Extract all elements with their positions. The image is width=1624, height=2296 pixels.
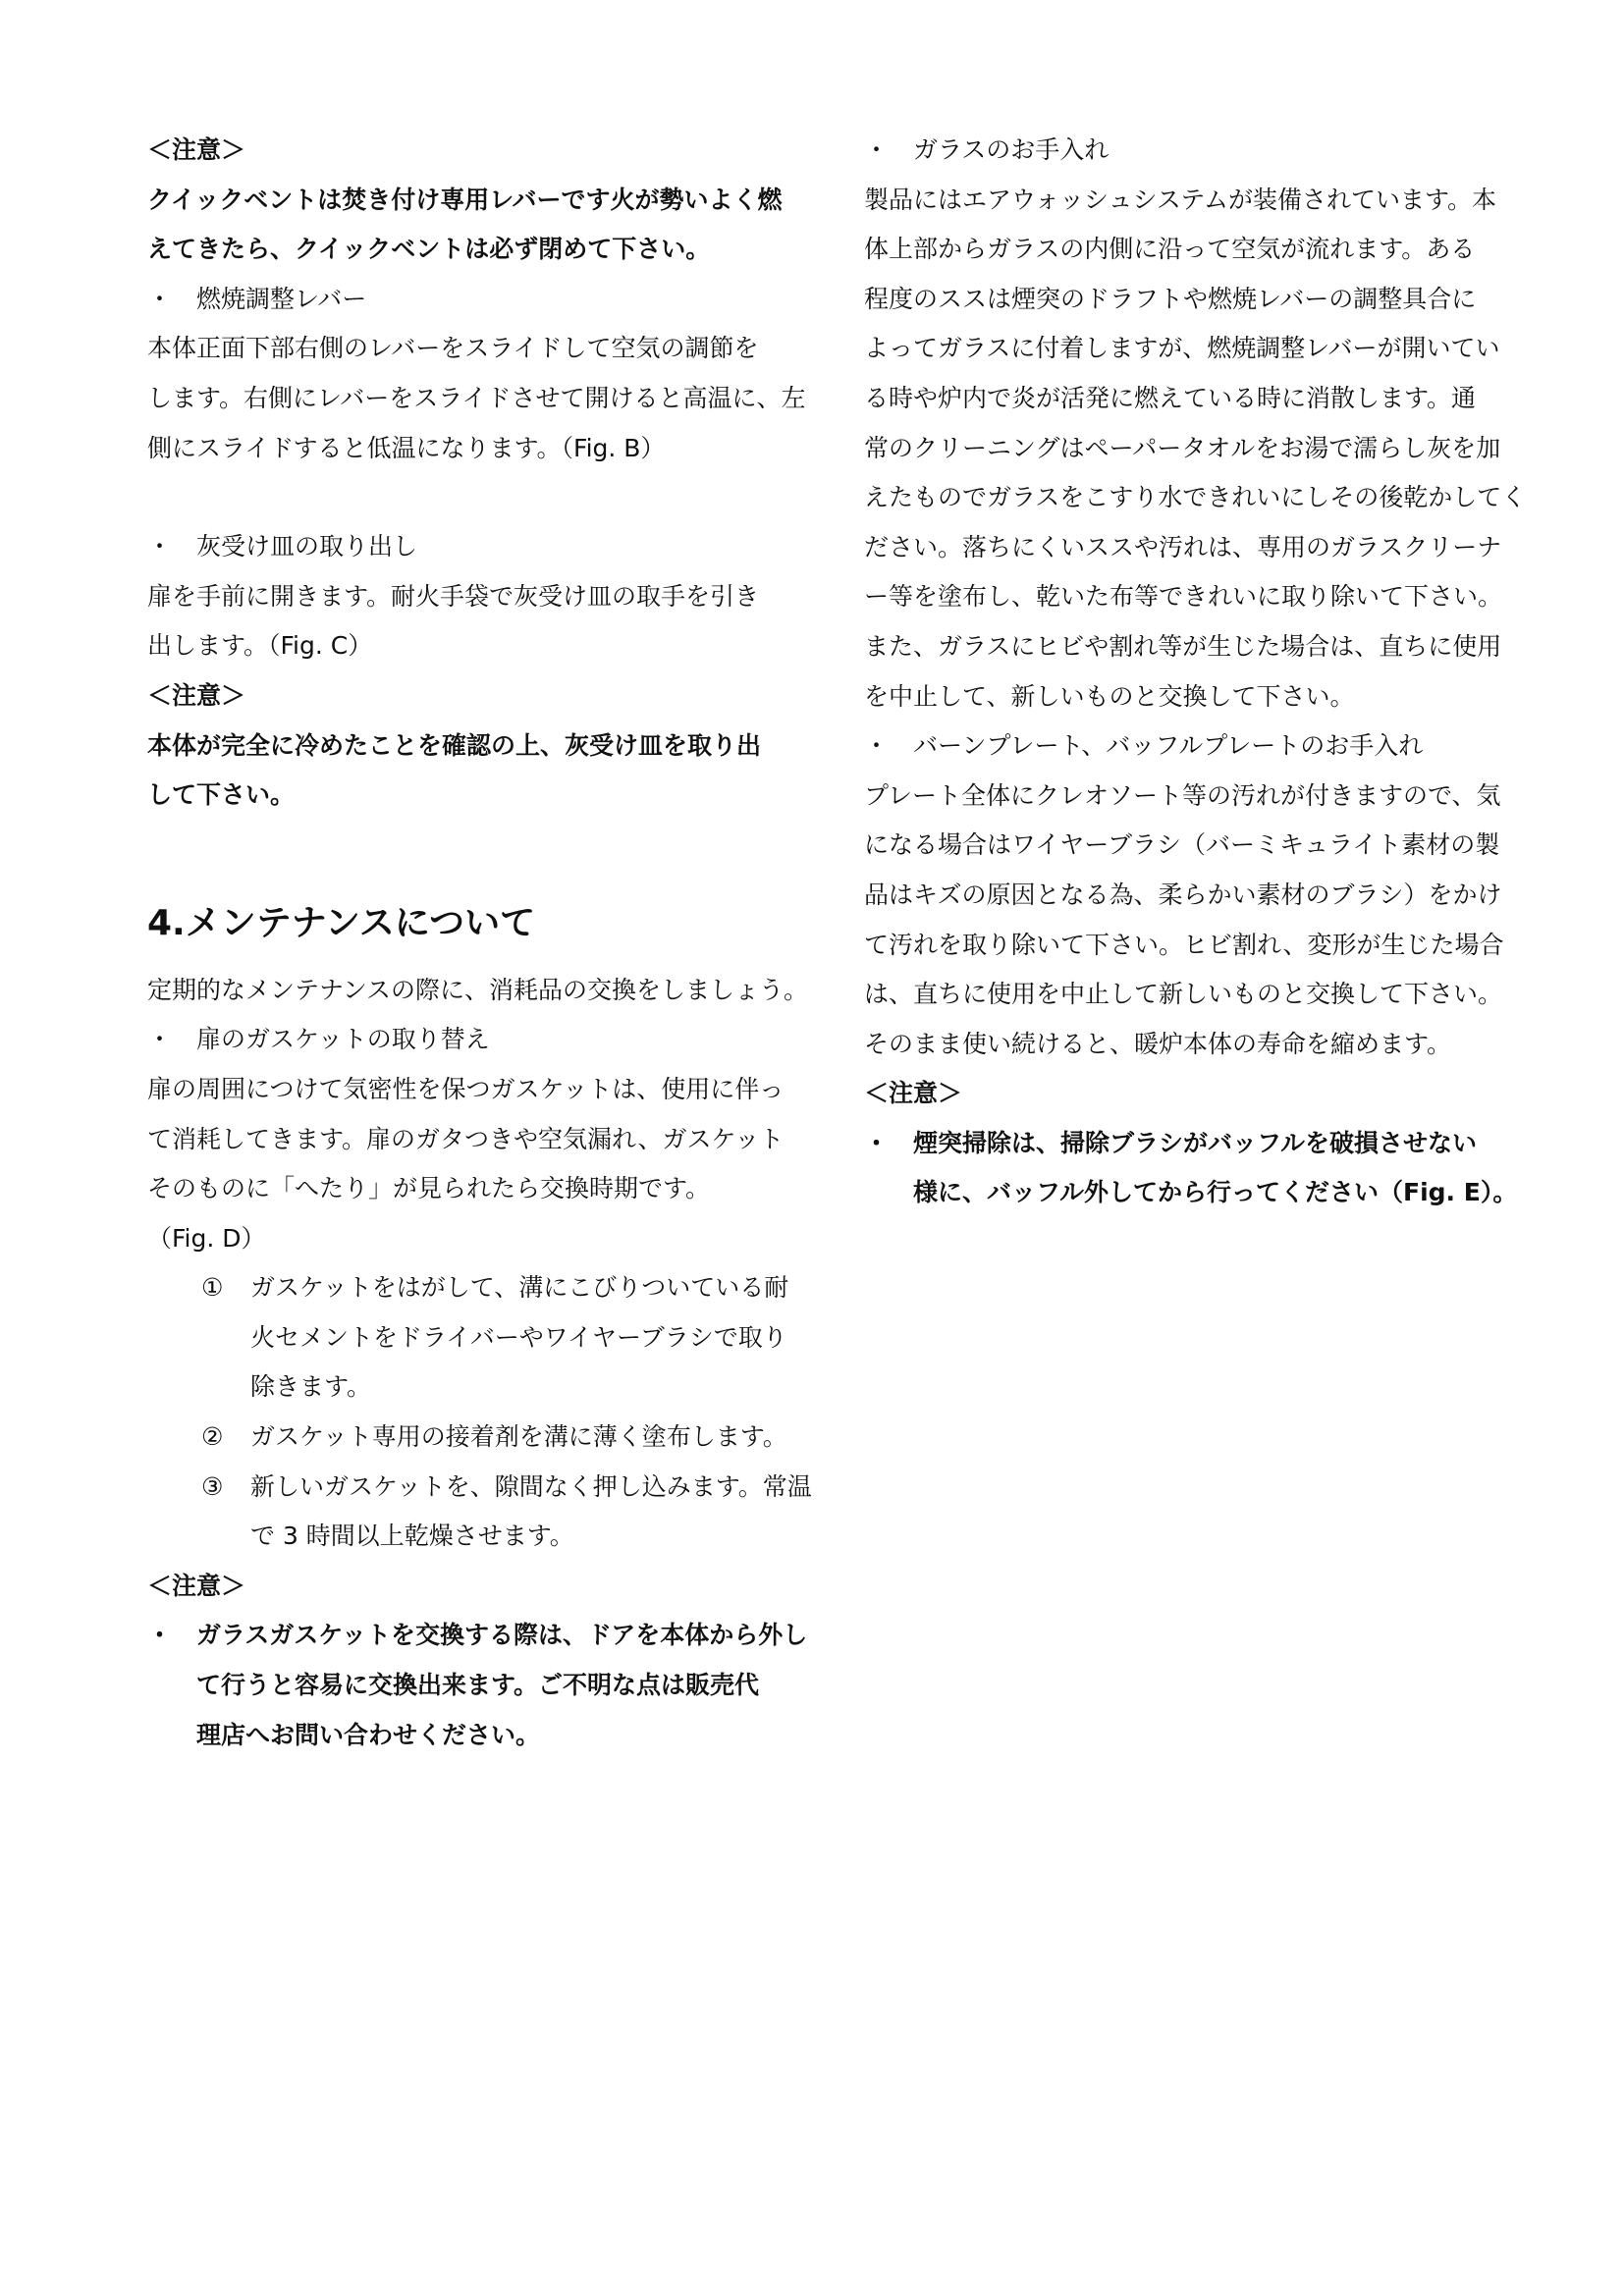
step-text: 除きます。 (250, 1372, 372, 1402)
spacer (147, 473, 815, 522)
left-column (147, 126, 815, 1760)
paragraph-line: 扉を手前に開きます。耐火手袋で灰受け皿の取手を引き (147, 581, 760, 611)
gasket-subheading (147, 1015, 815, 1065)
paragraph-line: 扉の周囲につけて気密性を保つガスケットは、使用に伴っ (147, 1074, 785, 1103)
glass-title: ガラスのお手入れ (913, 135, 1110, 164)
bullet-mark: ・ (147, 1025, 173, 1054)
step-item (147, 1463, 815, 1562)
ash-title: 灰受け皿の取り出し (196, 532, 418, 561)
paragraph-line: て汚れを取り除いて下さい。ヒビ割れ、変形が生じた場合 (864, 930, 1504, 959)
step-number: ② (201, 1422, 224, 1452)
note-heading: ＜注意＞ (147, 135, 246, 164)
bullet-mark: ・ (147, 284, 173, 313)
paragraph-line: ー等を塗布し、乾いた布等できれいに取り除いて下さい。 (864, 582, 1503, 612)
lever-title: 燃焼調整レバー (196, 284, 367, 313)
paragraph-line: 製品にはエアウォッシュシステムが装備されています。本 (864, 185, 1497, 214)
paragraph-line: 程度のススは煙突のドラフトや燃焼レバーの調整具合に (864, 284, 1477, 313)
paragraph-line: 出します。（Fig. C） (147, 631, 373, 661)
paragraph-line: よってガラスに付着しますが、燃焼調整レバーが開いてい (864, 334, 1500, 363)
glass-subheading (864, 126, 1542, 176)
bullet-mark: ・ (864, 1128, 890, 1157)
step-item (147, 1263, 815, 1413)
ash-subheading (147, 522, 815, 572)
note-bullet-item (147, 1611, 815, 1760)
note-bullet-item (864, 1119, 1542, 1218)
step-text: ガスケット専用の接着剤を溝に薄く塗布します。 (250, 1422, 787, 1452)
bullet-mark: ・ (147, 532, 173, 561)
bullet-mark: ・ (147, 1621, 173, 1650)
plate-subheading (864, 721, 1542, 772)
paragraph-line: 体上部からガラスの内側に沿って空気が流れます。ある (864, 235, 1476, 264)
paragraph-line: 常のクリーニングはペーパータオルをお湯で濡らし灰を加 (864, 433, 1501, 462)
paragraph-line: 側にスライドすると低温になります。（Fig. B） (147, 433, 666, 462)
spacer (147, 821, 815, 889)
paragraph-line: ださい。落ちにくいススや汚れは、専用のガラスクリーナ (864, 532, 1502, 561)
note-heading: ＜注意＞ (147, 680, 246, 710)
gasket-title: 扉のガスケットの取り替え (196, 1025, 490, 1054)
note-text: ガラスガスケットを交換する際は、ドアを本体から外し (196, 1621, 808, 1650)
paragraph-line: そのまま使い続けると、暖炉本体の寿命を縮めます。 (864, 1029, 1452, 1058)
note-text: 様に、バッフル外してから行ってください（Fig. E）。 (913, 1178, 1518, 1207)
paragraph-line: プレート全体にクレオソート等の汚れが付きますので、気 (864, 780, 1501, 810)
paragraph-line: また、ガラスにヒビや割れ等が生じた場合は、直ちに使用 (864, 631, 1502, 661)
note-text: て行うと容易に交換出来ます。ご不明な点は販売代 (196, 1671, 760, 1700)
paragraph-line: を中止して、新しいものと交換して下さい。 (864, 681, 1355, 711)
paragraph-line: 本体正面下部右側のレバーをスライドして空気の調節を (147, 334, 759, 363)
note-text: して下さい。 (147, 780, 296, 810)
step-text: 新しいガスケットを、隙間なく押し込みます。常温 (250, 1471, 812, 1501)
step-number: ③ (201, 1471, 224, 1501)
section-intro: 定期的なメンテナンスの際に、消耗品の交換をしましょう。 (147, 975, 809, 1004)
paragraph-line: 品はキズの原因となる為、柔らかい素材のブラシ）をかけ (864, 880, 1502, 909)
paragraph-line: えたものでガラスをこすり水できれいにしその後乾かしてく (864, 483, 1527, 512)
right-column (864, 126, 1542, 1218)
paragraph-line: る時や炉内で炎が活発に燃えている時に消散します。通 (864, 383, 1477, 412)
paragraph-line: になる場合はワイヤーブラシ（バーミキュライト素材の製 (864, 830, 1500, 860)
note-text: 本体が完全に冷めたことを確認の上、灰受け皿を取り出 (147, 730, 762, 760)
step-text: ガスケットをはがして、溝にこびりついている耐 (250, 1273, 789, 1303)
step-number: ① (201, 1273, 224, 1303)
paragraph-line: は、直ちに使用を中止して新しいものと交換して下さい。 (864, 980, 1503, 1009)
section-heading: 4.メンテナンスについて (147, 902, 536, 943)
note-text: 煙突掃除は、掃除ブラシがバッフルを破損させない (913, 1128, 1478, 1157)
plate-title: バーンプレート、バッフルプレートのお手入れ (913, 731, 1424, 761)
step-item (147, 1413, 815, 1463)
note-text: 理店へお問い合わせください。 (196, 1720, 541, 1749)
figure-reference: （Fig. D） (147, 1223, 266, 1253)
bullet-mark: ・ (864, 135, 890, 164)
note-heading: ＜注意＞ (864, 1079, 963, 1108)
paragraph-line: そのものに「へたり」が見られたら交換時期です。 (147, 1174, 711, 1203)
note-text: クイックベントは焚き付け専用レバーです火が勢いよく燃 (147, 185, 783, 214)
bullet-mark: ・ (864, 731, 890, 761)
step-text: で 3 時間以上乾燥させます。 (250, 1522, 574, 1551)
paragraph-line: て消耗してきます。扉のガタつきや空気漏れ、ガスケット (147, 1124, 785, 1153)
paragraph-line: します。右側にレバーをスライドさせて開けると高温に、左 (147, 383, 806, 412)
note-text: えてきたら、クイックベントは必ず閉めて下さい。 (147, 235, 711, 264)
lever-subheading (147, 275, 815, 325)
step-text: 火セメントをドライバーやワイヤーブラシで取り (250, 1322, 787, 1352)
note-heading: ＜注意＞ (147, 1571, 246, 1600)
